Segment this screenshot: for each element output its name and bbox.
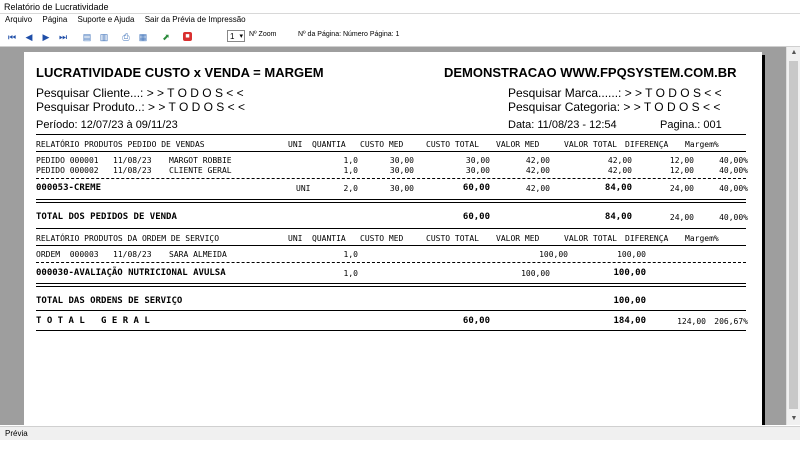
report-page — [24, 52, 762, 425]
col-margem: Margem% — [685, 140, 719, 149]
product-ctot: 60,00 — [462, 183, 490, 193]
col-valor-med: VALOR MED — [496, 234, 540, 243]
next-page-icon[interactable]: ▶ — [42, 32, 50, 42]
filter-produto: Pesquisar Produto..: > > T O D O S < < — [36, 100, 245, 114]
close-preview-icon[interactable]: ■ — [183, 32, 192, 41]
col-valor-med: VALOR MED — [496, 140, 540, 149]
divider — [36, 151, 746, 152]
col-valor-total: VALOR TOTAL — [564, 140, 617, 149]
zoom-label: Nº Zoom — [249, 31, 277, 38]
total-vtot: 100,00 — [613, 296, 646, 306]
section1-heading: RELATÓRIO PRODUTOS PEDIDO DE VENDAS — [36, 140, 205, 149]
window-title: Relatório de Lucratividade — [0, 0, 800, 14]
row-vtot: 42,00 — [607, 166, 632, 175]
divider — [36, 310, 746, 311]
menu-bar — [0, 14, 800, 26]
export-icon[interactable]: ⬈ — [162, 32, 170, 42]
product-qty: 1,0 — [343, 269, 358, 278]
print-icon[interactable]: ⎙ — [122, 32, 130, 42]
page-number-label: Nº da Página: Número Página: 1 — [298, 31, 400, 38]
product-vtot: 84,00 — [604, 183, 632, 193]
col-diferenca: DIFERENÇA — [625, 140, 669, 149]
settings-icon[interactable]: ▦ — [138, 32, 148, 42]
row-date: 11/08/23 — [113, 250, 152, 259]
row-cmed: 30,00 — [389, 166, 414, 175]
filter-cliente: Pesquisar Cliente...: > > T O D O S < < — [36, 86, 244, 100]
menu-arquivo[interactable]: Arquivo — [5, 15, 33, 24]
toolbar — [0, 28, 800, 47]
section2-heading: RELATÓRIO PRODUTOS DA ORDEM DE SERVIÇO — [36, 234, 220, 243]
row-name: SARA ALMEIDA — [169, 250, 227, 259]
row-margem: 40,00% — [719, 166, 748, 175]
product-cmed: 30,00 — [389, 184, 414, 193]
grand-total-ctot: 60,00 — [462, 316, 490, 326]
row-margem: 40,00% — [719, 156, 748, 165]
scroll-up-icon[interactable]: ▲ — [790, 49, 798, 56]
total-ctot: 60,00 — [462, 212, 490, 222]
row-name: MARGOT ROBBIE — [169, 156, 232, 165]
row-vmed: 42,00 — [525, 156, 550, 165]
company-name: DEMONSTRACAO WWW.FPQSYSTEM.COM.BR — [444, 65, 737, 80]
row-doc: PEDIDO 000001 — [36, 156, 99, 165]
grand-total-margem: 206,67% — [714, 317, 748, 326]
first-page-icon[interactable]: ⏮ — [7, 32, 17, 42]
filter-marca: Pesquisar Marca......: > > T O D O S < < — [508, 86, 722, 100]
page-width-icon[interactable]: ▤ — [82, 32, 92, 42]
divider — [36, 228, 746, 229]
product-name: 000053-CREME — [36, 183, 102, 193]
prev-page-icon[interactable]: ◀ — [25, 32, 33, 42]
row-date: 11/08/23 — [113, 166, 152, 175]
page-number: Pagina.: 001 — [660, 119, 722, 131]
full-page-icon[interactable]: ▥ — [99, 32, 109, 42]
row-vmed: 42,00 — [525, 166, 550, 175]
col-custo-med: CUSTO MED — [360, 140, 404, 149]
row-qty: 1,0 — [343, 250, 358, 259]
col-custo-total: CUSTO TOTAL — [426, 234, 479, 243]
col-diferenca: DIFERENÇA — [625, 234, 669, 243]
col-margem: Margem% — [685, 234, 719, 243]
menu-sair-previa[interactable]: Sair da Prévia de Impressão — [144, 15, 246, 24]
row-doc: PEDIDO 000002 — [36, 166, 99, 175]
total-label: TOTAL DOS PEDIDOS DE VENDA — [36, 212, 177, 222]
divider — [36, 245, 746, 246]
col-uni: UNI — [288, 140, 303, 149]
row-name: CLIENTE GERAL — [169, 166, 232, 175]
product-vmed: 42,00 — [525, 184, 550, 193]
col-custo-total: CUSTO TOTAL — [426, 140, 479, 149]
report-date: Data: 11/08/23 - 12:54 — [508, 119, 617, 131]
product-name: 000030-AVALIAÇÃO NUTRICIONAL AVULSA — [36, 268, 226, 278]
row-vmed: 100,00 — [539, 250, 568, 259]
product-vmed: 100,00 — [521, 269, 550, 278]
product-margem: 40,00% — [719, 184, 748, 193]
scroll-thumb[interactable] — [789, 61, 798, 409]
row-vtot: 42,00 — [607, 156, 632, 165]
row-ctot: 30,00 — [465, 166, 490, 175]
zoom-select[interactable]: 1 ▾ — [227, 30, 245, 42]
divider — [36, 283, 746, 284]
product-vtot: 100,00 — [613, 268, 646, 278]
divider — [36, 202, 746, 203]
row-ctot: 30,00 — [465, 156, 490, 165]
bottom-strip — [0, 440, 800, 450]
col-quantia: QUANTIA — [312, 140, 346, 149]
row-qty: 1,0 — [343, 156, 358, 165]
row-doc: ORDEM 000003 — [36, 250, 99, 259]
grand-total-label: T O T A L G E R A L — [36, 316, 150, 326]
total-vtot: 84,00 — [604, 212, 632, 222]
scroll-down-icon[interactable]: ▼ — [790, 415, 798, 422]
status-bar: Prévia — [0, 426, 800, 440]
dashed-divider — [36, 178, 746, 179]
row-date: 11/08/23 — [113, 156, 152, 165]
total-dif: 24,00 — [669, 213, 694, 222]
grand-total-vtot: 184,00 — [613, 316, 646, 326]
periodo: Período: 12/07/23 à 09/11/23 — [36, 119, 178, 131]
row-cmed: 30,00 — [389, 156, 414, 165]
vertical-scrollbar[interactable] — [786, 47, 800, 425]
divider — [36, 134, 746, 135]
row-dif: 12,00 — [669, 166, 694, 175]
total-label: TOTAL DAS ORDENS DE SERVIÇO — [36, 296, 183, 306]
menu-pagina[interactable]: Página — [42, 15, 68, 24]
product-qty: 2,0 — [343, 184, 358, 193]
divider — [36, 330, 746, 331]
col-custo-med: CUSTO MED — [360, 234, 404, 243]
col-quantia: QUANTIA — [312, 234, 346, 243]
grand-total-dif: 124,00 — [677, 317, 706, 326]
col-valor-total: VALOR TOTAL — [564, 234, 617, 243]
col-uni: UNI — [288, 234, 303, 243]
product-uni: UNI — [296, 184, 311, 193]
row-qty: 1,0 — [343, 166, 358, 175]
divider — [36, 199, 746, 200]
product-dif: 24,00 — [669, 184, 694, 193]
divider — [36, 286, 746, 287]
menu-suporte[interactable]: Suporte e Ajuda — [77, 15, 135, 24]
preview-canvas — [0, 47, 786, 425]
dashed-divider — [36, 262, 746, 263]
row-vtot: 100,00 — [617, 250, 646, 259]
total-margem: 40,00% — [719, 213, 748, 222]
filter-categoria: Pesquisar Categoria: > > T O D O S < < — [508, 100, 721, 114]
row-dif: 12,00 — [669, 156, 694, 165]
report-title: LUCRATIVIDADE CUSTO x VENDA = MARGEM — [36, 65, 324, 80]
last-page-icon[interactable]: ⏭ — [58, 32, 68, 42]
